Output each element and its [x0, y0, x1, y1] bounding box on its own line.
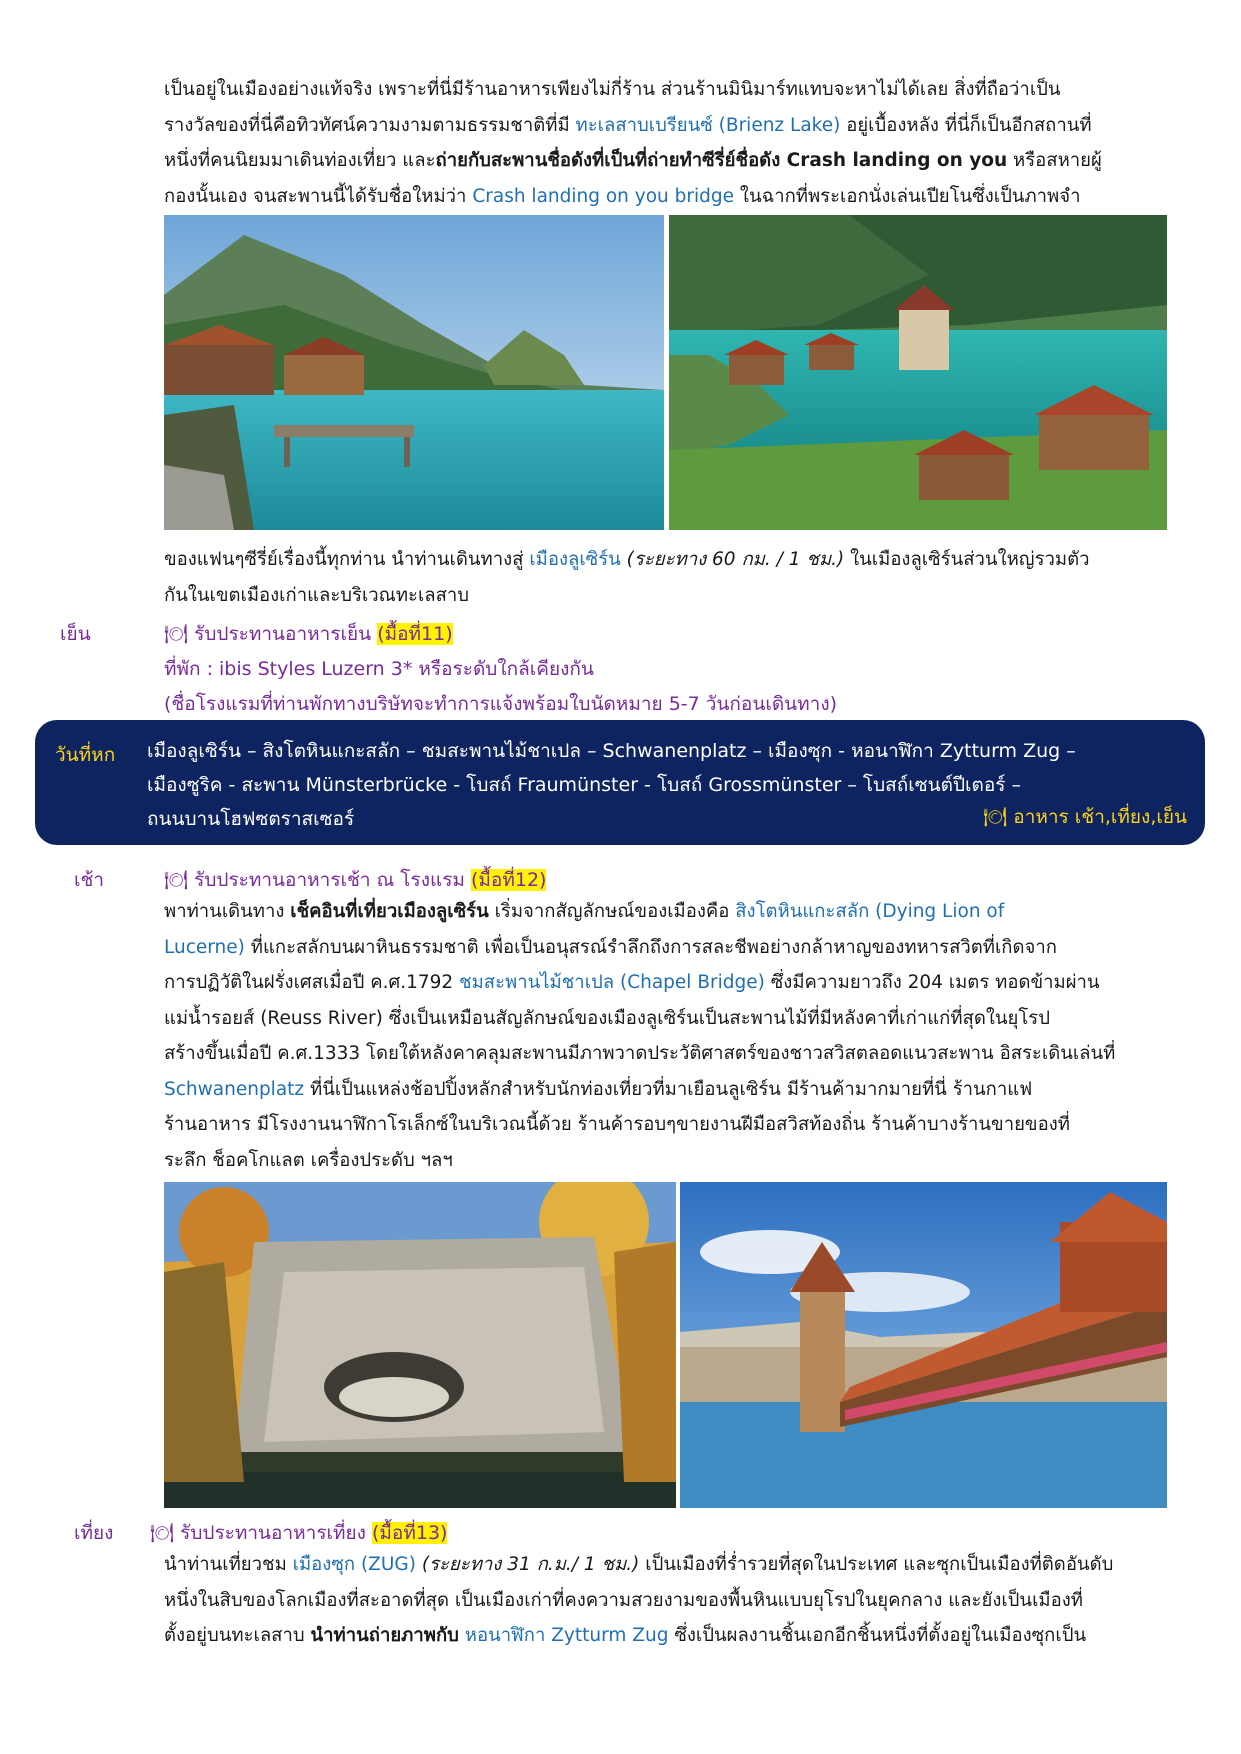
crash-landing-bridge-link[interactable]: Crash landing on you bridge [472, 185, 735, 207]
zug-link[interactable]: เมืองซุก (ZUG) [292, 1554, 416, 1575]
chapel-bridge-photo [680, 1182, 1167, 1508]
dying-lion-photo [164, 1182, 676, 1508]
text-line: แม่น้ำรอยส์ (Reuss River) ซึ่งเป็นเหมือนสัญลักษณ์ของเมืองลูเซิร์นเป็นสะพานไม้ที่มีหลังคาที่เก่าแก่ที่สุดในยุโรป [164, 1007, 1050, 1029]
text-line: Lucerne) ที่แกะสลักบนผาหินธรรมชาติ เพื่อเป็นอนุสรณ์รำลึกถึงการสละชีพอย่างกล้าหาญของทหารสวิตที่เกิดจาก [164, 936, 1057, 958]
text-line: สร้างขึ้นเมื่อปี ค.ศ.1333 โดยใต้หลังคาคลุมสะพานมีภาพวาดประวัติศาสตร์ของชาวสวิสตลอดแนวสะพาน อิสระเดินเล่นที่ [164, 1043, 1116, 1064]
lunch-meal-line: 🍽 รับประทานอาหารเที่ยง (มื้อที่13) [150, 1522, 448, 1544]
schwanenplatz-link[interactable]: Schwanenplatz [164, 1078, 305, 1100]
hotel-note: (ชื่อโรงแรมที่ท่านพักทางบริษัทจะทำการแจ้งพร้อมใบนัดหมาย 5-7 วันก่อนเดินทาง) [164, 693, 838, 715]
text-line: เป็นอยู่ในเมืองอย่างแท้จริง เพราะที่นี่มีร้านอาหารเพียงไม่กี่ร้าน ส่วนร้านมินิมาร์ทแทบจะหาไม่ได้เลย สิ่งที่ถือว่าเป็น [164, 79, 1061, 100]
text-line: การปฏิวัติในฝรั่งเศสเมื่อปี ค.ศ.1792 ชมสะพานไม้ชาเปล (Chapel Bridge) ซึ่งมีความยาวถึง 204 เมตร ทอดข้ามผ่าน [164, 972, 1100, 993]
day-six-banner [35, 720, 1205, 845]
text-line: ตั้งอยู่บนทะเลสาบ นำท่านถ่ายภาพกับ หอนาฬิกา Zytturm Zug ซึ่งเป็นผลงานชิ้นเอกอีกชิ้นหนึ่งที่ตั้งอยู่ในเมืองซุกเป็น [164, 1625, 1087, 1646]
text-line: หนึ่งที่คนนิยมมาเดินท่องเที่ยว และถ่ายกับสะพานชื่อดังที่เป็นที่ถ่ายทำซีรี่ย์ชื่อดัง Crash landing on you หรือสหายผู้ [164, 150, 1102, 171]
text-line: หนึ่งในสิบของโลกเมืองที่สะอาดที่สุด เป็นเมืองเก่าที่คงความสวยงามของพื้นหินแบบยุโรปในยุคกลาง และยังเป็นเมืองที่ [164, 1589, 1083, 1611]
lucerne-travel-paragraph [164, 542, 1168, 613]
text-line: รางวัลของที่นี่คือทิวทัศน์ความงามตามธรรมชาติที่มี ทะเลสาบเบรียนซ์ (Brienz Lake) อยู่เบื้องหลัง ที่นี่ก็เป็นอีกสถานที่ [164, 114, 1092, 136]
text-line: กองนั้นเอง จนสะพานนี้ได้รับชื่อใหม่ว่า Crash landing on you bridge ในฉากที่พระเอกนั่งเล่นเปียโนซึ่งเป็นภาพจำ [164, 185, 1081, 207]
breakfast-time-label: เช้า [74, 869, 105, 891]
lunch-time-label: เที่ยง [74, 1522, 114, 1544]
plate-icon: 🍽 [164, 869, 189, 891]
meal-number-badge: (มื้อที่13) [372, 1522, 448, 1544]
text-line: ของแฟนๆซีรี่ย์เรื่องนี้ทุกท่าน นำท่านเดินทางสู่ เมืองลูเซิร์น (ระยะทาง 60 กม. / 1 ชม.) ในเมืองลูเซิร์นส่วนใหญ่รวมตัว [164, 549, 1090, 570]
dying-lion-link[interactable]: สิงโตหินแกะสลัก (Dying Lion of [735, 901, 1005, 922]
day-label: วันที่หก [55, 744, 116, 766]
text-line: ระลึก ช็อคโกแลต เครื่องประดับ ฯลฯ [164, 1149, 453, 1171]
dinner-meal-line: 🍽 รับประทานอาหารเย็น (มื้อที่11) [164, 623, 453, 645]
intro-paragraph [164, 72, 1168, 214]
zytturm-link[interactable]: หอนาฬิกา Zytturm Zug [464, 1625, 669, 1646]
iseltwald-village-photo [669, 215, 1167, 530]
day-meals: 🍽 อาหาร เช้า,เที่ยง,เย็น [983, 806, 1187, 828]
text-line: นำท่านเที่ยวชม เมืองซุก (ZUG) (ระยะทาง 31 ก.ม./ 1 ชม.) เป็นเมืองที่ร่ำรวยที่สุดในประเทศ และซุกเป็นเมืองที่ติดอันดับ [164, 1554, 1114, 1575]
plate-icon: 🍽 [150, 1522, 175, 1544]
text-line: Schwanenplatz ที่นี่เป็นแหล่งช้อปปิ้งหลักสำหรับนักท่องเที่ยวที่มาเยือนลูเซิร์น มีร้านค้ามากมายที่นี่ ร้านกาแฟ [164, 1078, 1033, 1100]
text-line: กันในเขตเมืองเก่าและบริเวณทะเลสาบ [164, 584, 470, 606]
brienz-lake-link[interactable]: ทะเลสาบเบรียนซ์ (Brienz Lake) [575, 114, 841, 136]
text-line: ร้านอาหาร มีโรงงานนาฬิกาโรเล็กซ์ในบริเวณนี้ด้วย ร้านค้ารอบๆขายงานฝีมือสวิสท้องถิ่น ร้านค้าบางร้านขายของที่ [164, 1114, 1070, 1135]
text-line: พาท่านเดินทาง เช็คอินที่เที่ยวเมืองลูเซิร์น เริ่มจากสัญลักษณ์ของเมืองคือ สิงโตหินแกะสลัก (Dying Lion of [164, 901, 1005, 922]
meal-number-badge: (มื้อที่11) [377, 623, 453, 645]
lake-pier-photo [164, 215, 664, 530]
dying-lion-link-cont[interactable]: Lucerne) [164, 936, 245, 958]
lucerne-link[interactable]: เมืองลูเซิร์น [529, 549, 621, 570]
lucerne-sights-paragraph [164, 894, 1168, 1178]
plate-icon: 🍽 [164, 623, 189, 645]
breakfast-meal-line: 🍽 รับประทานอาหารเช้า ณ โรงแรม (มื้อที่12) [164, 869, 547, 891]
hotel-line: ที่พัก : ibis Styles Luzern 3* หรือระดับใกล้เคียงกัน [164, 658, 594, 680]
dinner-time-label: เย็น [60, 623, 91, 645]
meal-number-badge: (มื้อที่12) [471, 869, 547, 891]
zug-paragraph [164, 1547, 1168, 1654]
chapel-bridge-link[interactable]: ชมสะพานไม้ชาเปล (Chapel Bridge) [459, 972, 765, 993]
day-route: เมืองลูเซิร์น – สิงโตหินแกะสลัก – ชมสะพานไม้ชาเปล – Schwanenplatz – เมืองซุก - หอนาฬิกา Zytturm Zug – เมืองซูริค - สะพาน Münsterbrücke - โบสถ์ Fraumünster - โบสถ์ Grossmünster – โบสถ์เซนต์ปีเตอร์ – ถนนบานโฮฟซตราสเซอร์ [147, 740, 1076, 830]
